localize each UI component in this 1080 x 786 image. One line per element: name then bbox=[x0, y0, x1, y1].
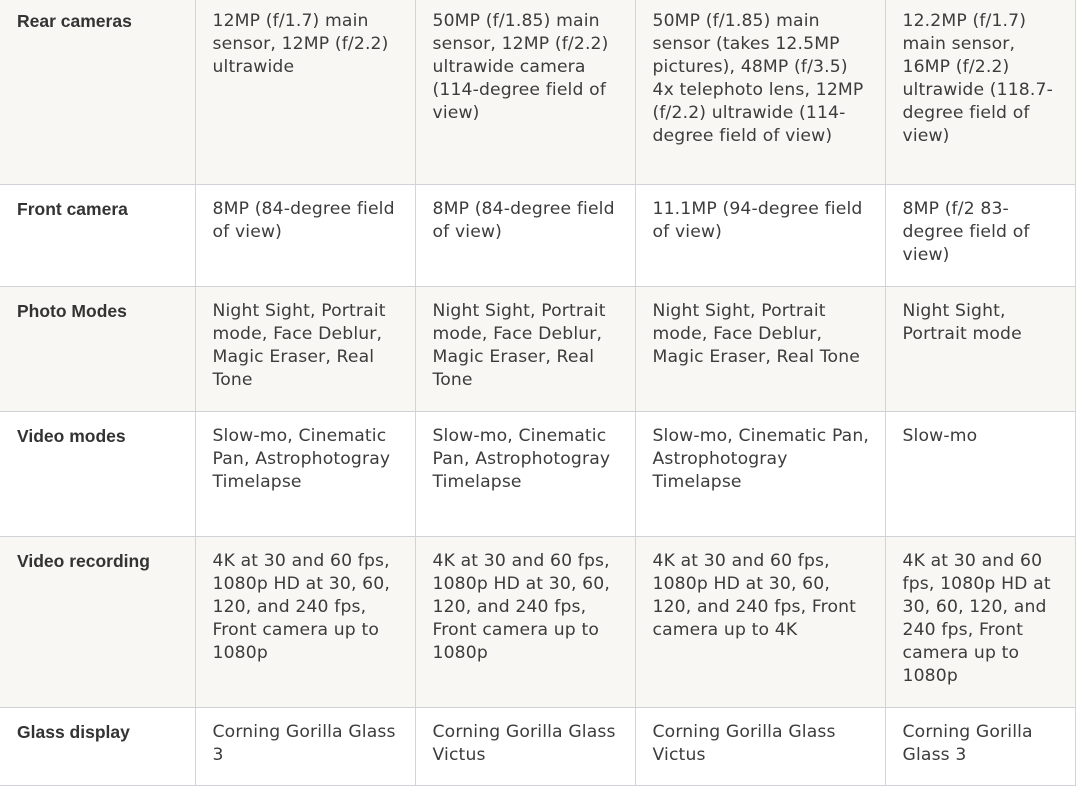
row-label-photo-modes: Photo Modes bbox=[0, 287, 195, 412]
table-row-photo-modes bbox=[0, 287, 1075, 412]
table-row-front-camera bbox=[0, 185, 1075, 287]
table-cell: 8MP (f/2 83-degree field of view) bbox=[885, 185, 1075, 287]
table-cell: Night Sight, Portrait mode bbox=[885, 287, 1075, 412]
table-row-glass-display bbox=[0, 708, 1075, 786]
table-cell: Slow-mo, Cinematic Pan, Astrophotogray Timelapse bbox=[415, 412, 635, 537]
table-cell: 50MP (f/1.85) main sensor (takes 12.5MP pictures), 48MP (f/3.5) 4x telephoto lens, 12MP (f/2.2) ultrawide (114-degree field of view) bbox=[635, 0, 885, 185]
table-cell: Night Sight, Portrait mode, Face Deblur, Magic Eraser, Real Tone bbox=[195, 287, 415, 412]
table-cell: Corning Gorilla Glass Victus bbox=[635, 708, 885, 786]
table-row-rear-cameras bbox=[0, 0, 1075, 185]
table-cell: Slow-mo bbox=[885, 412, 1075, 537]
table-cell: 12MP (f/1.7) main sensor, 12MP (f/2.2) ultrawide bbox=[195, 0, 415, 185]
row-label-video-recording: Video recording bbox=[0, 537, 195, 708]
table-row-video-modes bbox=[0, 412, 1075, 537]
table-cell: 4K at 30 and 60 fps, 1080p HD at 30, 60, 120, and 240 fps, Front camera up to 1080p bbox=[885, 537, 1075, 708]
row-label-glass-display: Glass display bbox=[0, 708, 195, 786]
table-cell: Corning Gorilla Glass 3 bbox=[885, 708, 1075, 786]
table-cell: Slow-mo, Cinematic Pan, Astrophotogray Timelapse bbox=[195, 412, 415, 537]
table-cell: 4K at 30 and 60 fps, 1080p HD at 30, 60, 120, and 240 fps, Front camera up to 1080p bbox=[195, 537, 415, 708]
row-label-video-modes: Video modes bbox=[0, 412, 195, 537]
table-cell: 11.1MP (94-degree field of view) bbox=[635, 185, 885, 287]
row-label-front-camera: Front camera bbox=[0, 185, 195, 287]
table-cell: 8MP (84-degree field of view) bbox=[415, 185, 635, 287]
table-cell: 50MP (f/1.85) main sensor, 12MP (f/2.2) ultrawide camera (114-degree field of view) bbox=[415, 0, 635, 185]
table-cell: Night Sight, Portrait mode, Face Deblur, Magic Eraser, Real Tone bbox=[635, 287, 885, 412]
table-cell: Slow-mo, Cinematic Pan, Astrophotogray Timelapse bbox=[635, 412, 885, 537]
table-row-video-recording bbox=[0, 537, 1075, 708]
table-cell: Corning Gorilla Glass Victus bbox=[415, 708, 635, 786]
table-cell: 4K at 30 and 60 fps, 1080p HD at 30, 60, 120, and 240 fps, Front camera up to 1080p bbox=[415, 537, 635, 708]
row-label-rear-cameras: Rear cameras bbox=[0, 0, 195, 185]
table-cell: Corning Gorilla Glass 3 bbox=[195, 708, 415, 786]
table-cell: 8MP (84-degree field of view) bbox=[195, 185, 415, 287]
table-cell: 4K at 30 and 60 fps, 1080p HD at 30, 60, 120, and 240 fps, Front camera up to 4K bbox=[635, 537, 885, 708]
table-cell: 12.2MP (f/1.7) main sensor, 16MP (f/2.2) ultrawide (118.7-degree field of view) bbox=[885, 0, 1075, 185]
table-cell: Night Sight, Portrait mode, Face Deblur, Magic Eraser, Real Tone bbox=[415, 287, 635, 412]
